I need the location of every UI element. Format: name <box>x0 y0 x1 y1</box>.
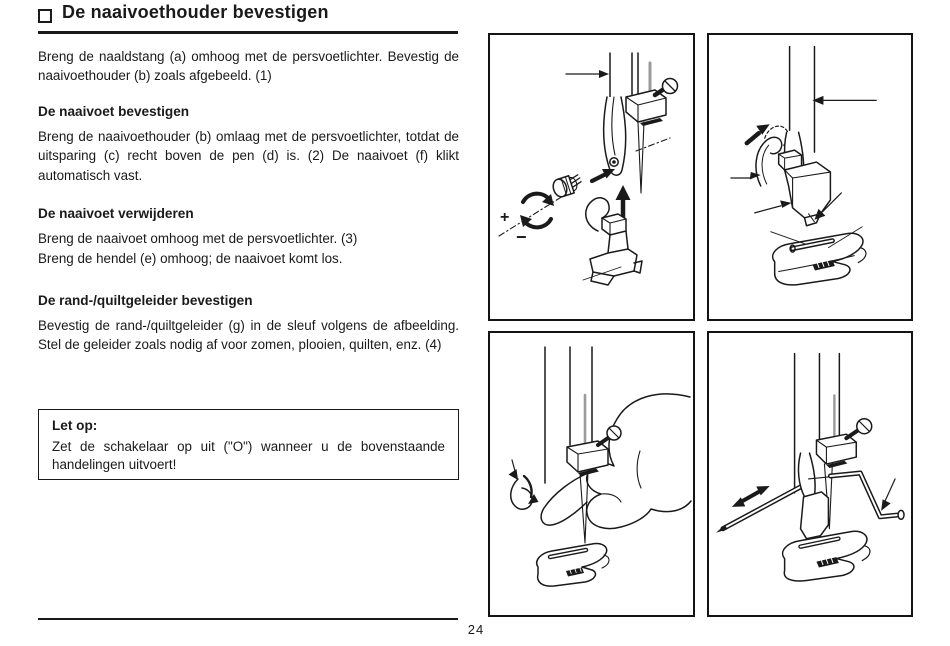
figure-3-remove-foot <box>488 331 695 617</box>
pointer-arrow-bar <box>812 96 876 105</box>
figure-2-illustration <box>709 35 911 319</box>
holder-leaf <box>798 453 815 500</box>
foot-holder <box>586 198 642 285</box>
notice-body: Zet de schakelaar op uit ("O") wanneer u de bovenstaande handelingen uitvoert! <box>52 438 445 472</box>
presser-foot <box>537 544 609 587</box>
figure-4-illustration <box>709 333 911 615</box>
page-title: De naaivoethouder bevestigen <box>62 2 329 22</box>
footer-rule <box>38 618 458 620</box>
remove-foot-line-2: Breng de hendel (e) omhoog; de naaivoet komt los. <box>38 251 343 266</box>
figure-3-illustration <box>490 333 693 615</box>
slide-double-arrow <box>732 486 770 507</box>
needle <box>638 122 644 193</box>
needle-bar <box>570 347 592 445</box>
needle-clamp <box>626 79 678 127</box>
quilt-guide-arm <box>830 473 904 519</box>
release-lever-e <box>509 460 539 509</box>
leader-line-left <box>771 232 805 244</box>
heading-quilt-guide: De rand-/quiltgeleider bevestigen <box>38 293 253 308</box>
screw <box>551 173 584 199</box>
figure-4-quilt-guide <box>707 331 913 617</box>
heading-attach-foot: De naaivoet bevestigen <box>38 104 190 119</box>
needle-bar <box>819 354 839 441</box>
figure-1-attach-foot-holder <box>488 33 695 321</box>
insert-arrow <box>592 169 615 181</box>
intro-paragraph: Breng de naaldstang (a) omhoog met de persvoetlichter. Bevestig de naaivoethouder (b) zoals afgebeeld. (1) <box>38 49 459 84</box>
minus-symbol: − <box>516 227 527 247</box>
hand <box>541 394 691 529</box>
section-checkbox-icon <box>38 9 52 23</box>
pointer-arrow-a <box>566 70 609 78</box>
figure-1-illustration <box>490 35 693 319</box>
notice-box <box>38 409 459 480</box>
pointer-arrow-holder <box>755 200 792 212</box>
alignment-dash-line <box>636 138 670 151</box>
quilt-guide-paragraph: Bevestig de rand-/quiltgeleider (g) in de sleuf volgens de afbeelding. Stel de geleider zoals nodig af voor zomen, plooien, quilten, enz. (4) <box>38 318 459 353</box>
heading-remove-foot: De naaivoet verwijderen <box>38 206 194 221</box>
pointer-arrow-guide <box>881 479 895 511</box>
title-rule <box>38 31 458 34</box>
holder-bracket <box>604 97 626 175</box>
notice-title: Let op: <box>52 418 98 433</box>
plus-symbol: + <box>500 209 510 226</box>
figure-2-attach-foot <box>707 33 913 321</box>
page-number: 24 <box>467 622 485 637</box>
up-arrow <box>616 185 631 218</box>
needle-clamp <box>816 419 871 468</box>
presser-foot <box>773 233 866 285</box>
presser-foot <box>783 531 870 581</box>
attach-foot-paragraph: Breng de naaivoethouder (b) omlaag met de persvoetlichter, totdat de uitsparing (c) recht boven de pen (d) is. (2) De naaivoet (f) klikt automatisch vast. <box>38 129 459 183</box>
remove-foot-line-1: Breng de naaivoet omhoog met de persvoetlichter. (3) <box>38 231 358 246</box>
needle-clamp <box>567 426 621 476</box>
